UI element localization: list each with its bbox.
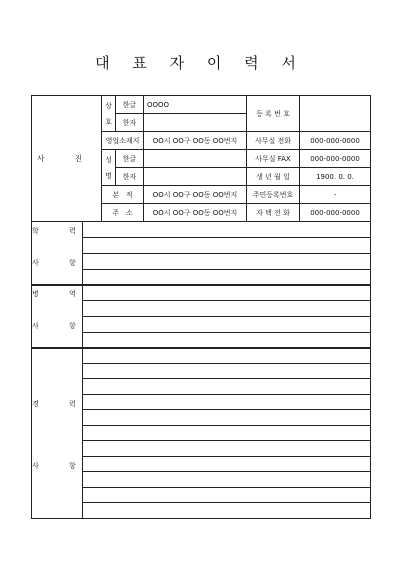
document-title: 대 표 자 이 력 서 (95, 54, 305, 72)
birth-field[interactable]: 1900. 0. 0. (300, 168, 371, 186)
career-entry-line[interactable] (83, 410, 371, 426)
name-hanja-label: 한자 (116, 168, 144, 186)
name-hanja-field[interactable] (144, 168, 247, 186)
career-section (31, 347, 371, 519)
company-hangul-field[interactable]: OOOO (144, 96, 247, 114)
photo-area[interactable] (32, 96, 102, 222)
career-entry-line[interactable] (83, 394, 371, 410)
reg-no-field[interactable] (300, 96, 371, 132)
career-label (32, 348, 90, 519)
address-field[interactable]: OO시 OO구 OO동 OO번지 (144, 204, 247, 222)
career-entry-line[interactable] (83, 379, 371, 395)
career-entry-line[interactable] (83, 348, 371, 364)
military-entry-line[interactable] (83, 285, 371, 301)
office-phone-label: 사무실 전화 (247, 132, 300, 150)
career-entry-line[interactable] (83, 503, 371, 519)
military-label-bottom: 사 항 (32, 322, 90, 330)
education-entry-line[interactable] (83, 254, 371, 270)
education-label (32, 222, 90, 286)
military-label-top: 병 역 (32, 290, 90, 298)
career-entry-line[interactable] (83, 425, 371, 441)
photo-label: 사 진 (37, 154, 96, 163)
name-label: 성 명 (102, 150, 116, 186)
military-label (32, 285, 90, 349)
business-address-field[interactable]: OO시 OO구 OO동 OO번지 (144, 132, 247, 150)
career-entry-line[interactable] (83, 441, 371, 457)
office-phone-field[interactable]: 000-000-0000 (300, 132, 371, 150)
name-hangul-field[interactable] (144, 150, 247, 168)
military-section (31, 284, 371, 349)
fax-field[interactable]: 000-000-0000 (300, 150, 371, 168)
resident-no-field[interactable]: - (300, 186, 371, 204)
military-entry-line[interactable] (83, 301, 371, 317)
career-label-bottom: 사 항 (32, 461, 90, 470)
personal-info-table (31, 95, 371, 222)
career-label-top: 경 력 (32, 399, 90, 408)
address-label: 주 소 (102, 204, 144, 222)
education-label-top: 학 력 (32, 227, 90, 235)
business-address-label: 영업소재지 (102, 132, 144, 150)
education-entry-line[interactable] (83, 222, 371, 238)
name-hangul-label: 한글 (116, 150, 144, 168)
career-entry-line[interactable] (83, 363, 371, 379)
company-hanja-field[interactable] (144, 114, 247, 132)
home-phone-label: 자 택 전 화 (247, 204, 300, 222)
education-entry-line[interactable] (83, 238, 371, 254)
career-entry-line[interactable] (83, 472, 371, 488)
origin-field[interactable]: OO시 OO구 OO동 OO번지 (144, 186, 247, 204)
company-label: 상 호 (102, 96, 116, 132)
reg-no-label: 등 록 번 호 (247, 96, 300, 132)
career-entry-line[interactable] (83, 456, 371, 472)
education-label-bottom: 사 항 (32, 259, 90, 267)
origin-label: 본 적 (102, 186, 144, 204)
education-section (31, 221, 371, 286)
military-entry-line[interactable] (83, 317, 371, 333)
resident-no-label: 주민등록번호 (247, 186, 300, 204)
company-hangul-label: 한글 (116, 96, 144, 114)
fax-label: 사무실 FAX (247, 150, 300, 168)
career-entry-line[interactable] (83, 487, 371, 503)
birth-label: 생 년 월 일 (247, 168, 300, 186)
company-hanja-label: 한자 (116, 114, 144, 132)
home-phone-field[interactable]: 000-000-0000 (300, 204, 371, 222)
